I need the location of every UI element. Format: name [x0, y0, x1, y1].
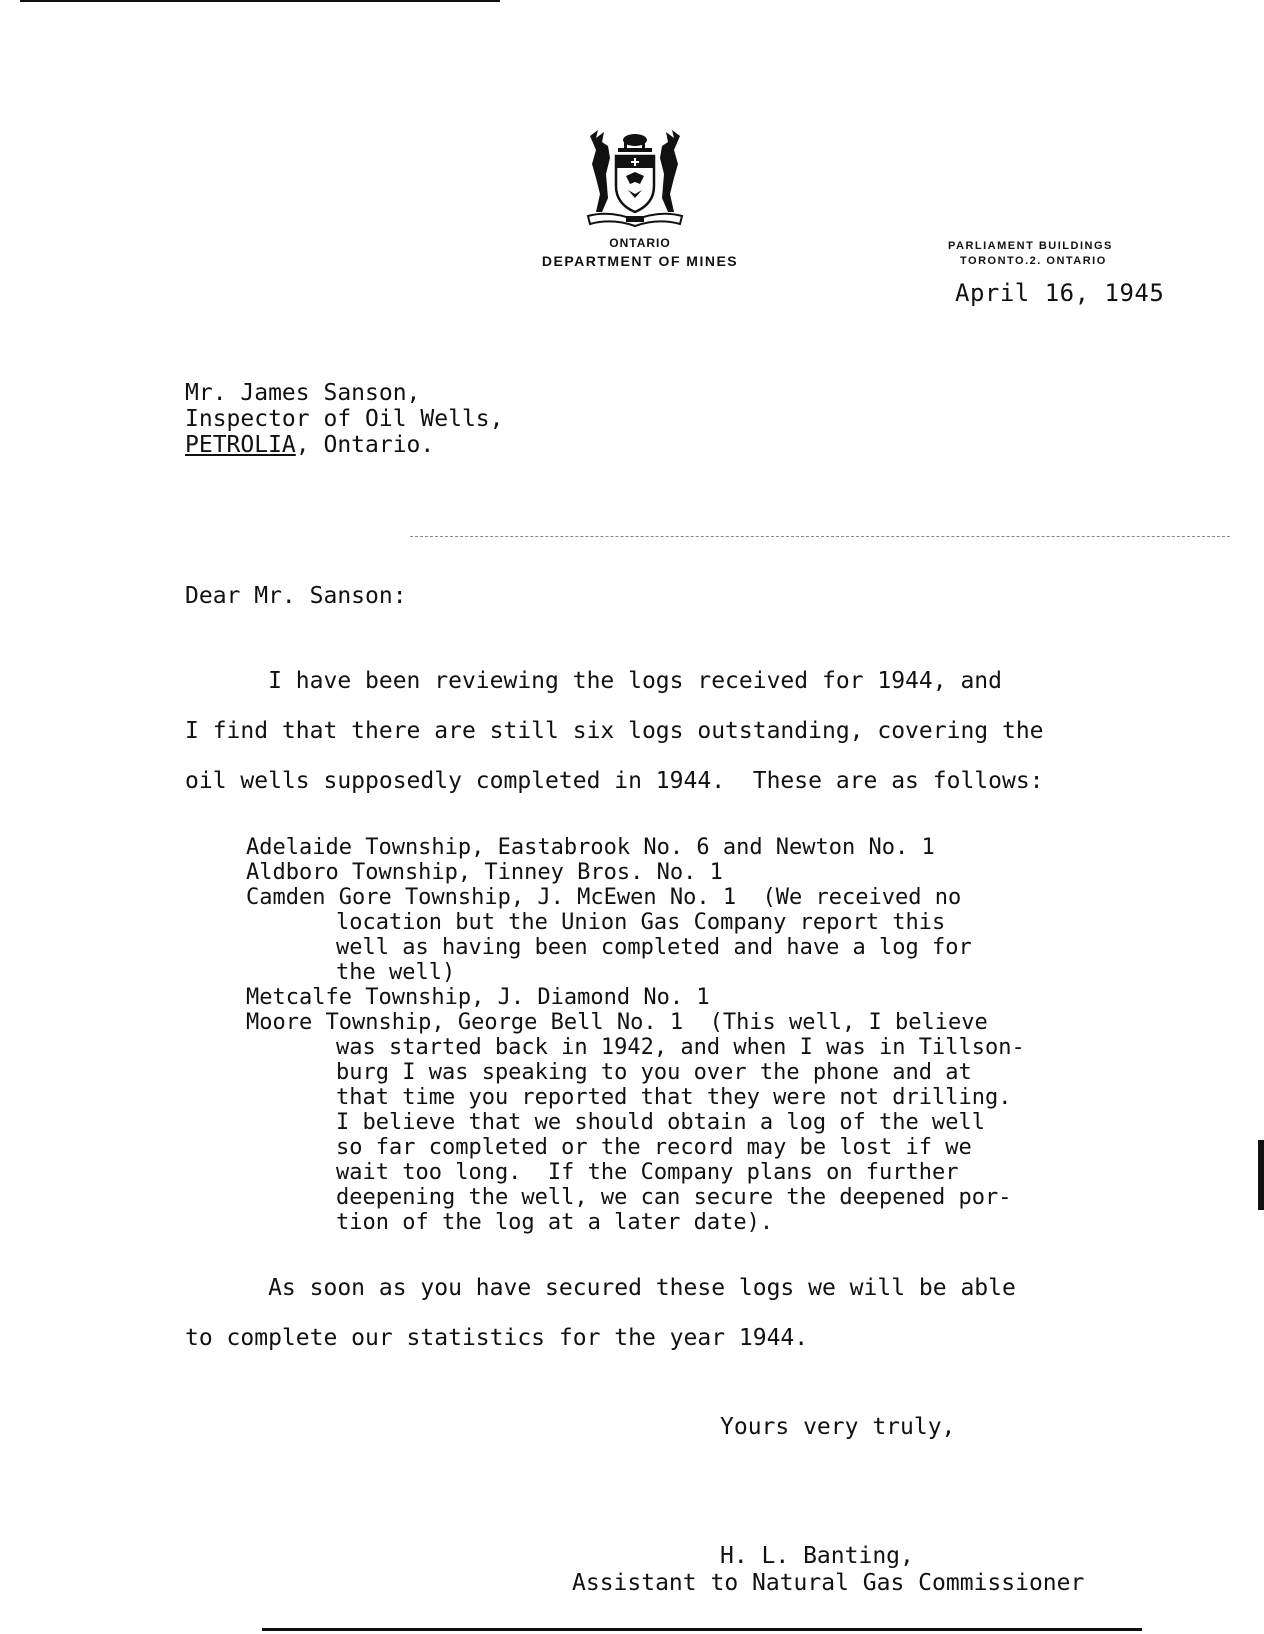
recipient-province: , Ontario.	[295, 432, 435, 458]
recipient-location	[185, 432, 504, 458]
letter-date: April 16, 1945	[955, 279, 1165, 307]
well-entry-continuation: so far completed or the record may be lost if we	[336, 1135, 972, 1160]
scan-edge-bottom	[262, 1628, 1142, 1631]
well-entry-continuation: tion of the log at a later date).	[336, 1210, 774, 1235]
outstanding-wells-list	[246, 835, 1146, 1235]
well-entry-continuation: was started back in 1942, and when I was in Tillson-	[336, 1035, 1025, 1060]
well-entry	[246, 860, 1146, 885]
signatory-title: Assistant to Natural Gas Commissioner	[572, 1570, 1085, 1596]
well-entry-continuation: that time you reported that they were not drilling.	[336, 1085, 1012, 1110]
well-entry-line: Moore Township, George Bell No. 1 (This well, I believe	[246, 1010, 988, 1035]
scan-edge-right	[1258, 1140, 1264, 1210]
salutation: Dear Mr. Sanson:	[185, 583, 407, 609]
well-entry-line: Metcalfe Township, J. Diamond No. 1	[246, 985, 710, 1010]
recipient-city: PETROLIA	[185, 432, 296, 458]
letterhead-province: ONTARIO	[609, 236, 671, 250]
well-entry-line: Aldboro Township, Tinney Bros. No. 1	[246, 860, 723, 885]
well-entry-continuation: I believe that we should obtain a log of the well	[336, 1110, 986, 1135]
well-entry	[246, 1010, 1146, 1235]
recipient-name: Mr. James Sanson,	[185, 380, 421, 406]
well-entry-continuation: well as having been completed and have a log for	[336, 935, 972, 960]
paragraph-line: to complete our statistics for the year 1944.	[185, 1325, 809, 1351]
scan-divider	[410, 536, 1230, 538]
well-entry-continuation: burg I was speaking to you over the phone and at	[336, 1060, 972, 1085]
paragraph-line: I have been reviewing the logs received for 1944, and	[185, 668, 1002, 694]
well-entry	[246, 885, 1146, 985]
well-entry-continuation: wait too long. If the Company plans on further	[336, 1160, 959, 1185]
well-entry	[246, 835, 1146, 860]
well-entry-line: Adelaide Township, Eastabrook No. 6 and Newton No. 1	[246, 835, 935, 860]
recipient-block	[185, 380, 504, 458]
closing: Yours very truly,	[720, 1414, 956, 1440]
well-entry	[246, 985, 1146, 1010]
signatory-name: H. L. Banting,	[720, 1543, 914, 1569]
letterhead-address	[948, 239, 1158, 269]
paragraph-line: oil wells supposedly completed in 1944. These are as follows:	[185, 768, 1044, 794]
letterhead-department-name: DEPARTMENT OF MINES	[541, 253, 739, 269]
well-entry-continuation: deepening the well, we can secure the deepened por-	[336, 1185, 1012, 1210]
body-paragraph-2	[185, 1263, 1145, 1363]
body-paragraph-1	[185, 656, 1125, 806]
address-line-1: PARLIAMENT BUILDINGS	[948, 240, 1113, 252]
signature-block	[572, 1543, 1084, 1597]
paragraph-line: As soon as you have secured these logs we will be able	[185, 1275, 1016, 1301]
address-line-2: TORONTO.2. ONTARIO	[960, 255, 1107, 267]
scan-edge-top	[20, 0, 500, 2]
letterhead-department	[510, 234, 770, 270]
well-entry-line: Camden Gore Township, J. McEwen No. 1 (We received no	[246, 885, 962, 910]
well-entry-continuation: location but the Union Gas Company report this	[336, 910, 946, 935]
ontario-coat-of-arms-icon	[580, 128, 690, 228]
recipient-title: Inspector of Oil Wells,	[185, 406, 504, 432]
paragraph-line: I find that there are still six logs outstanding, covering the	[185, 718, 1044, 744]
well-entry-continuation: the well)	[336, 960, 456, 985]
